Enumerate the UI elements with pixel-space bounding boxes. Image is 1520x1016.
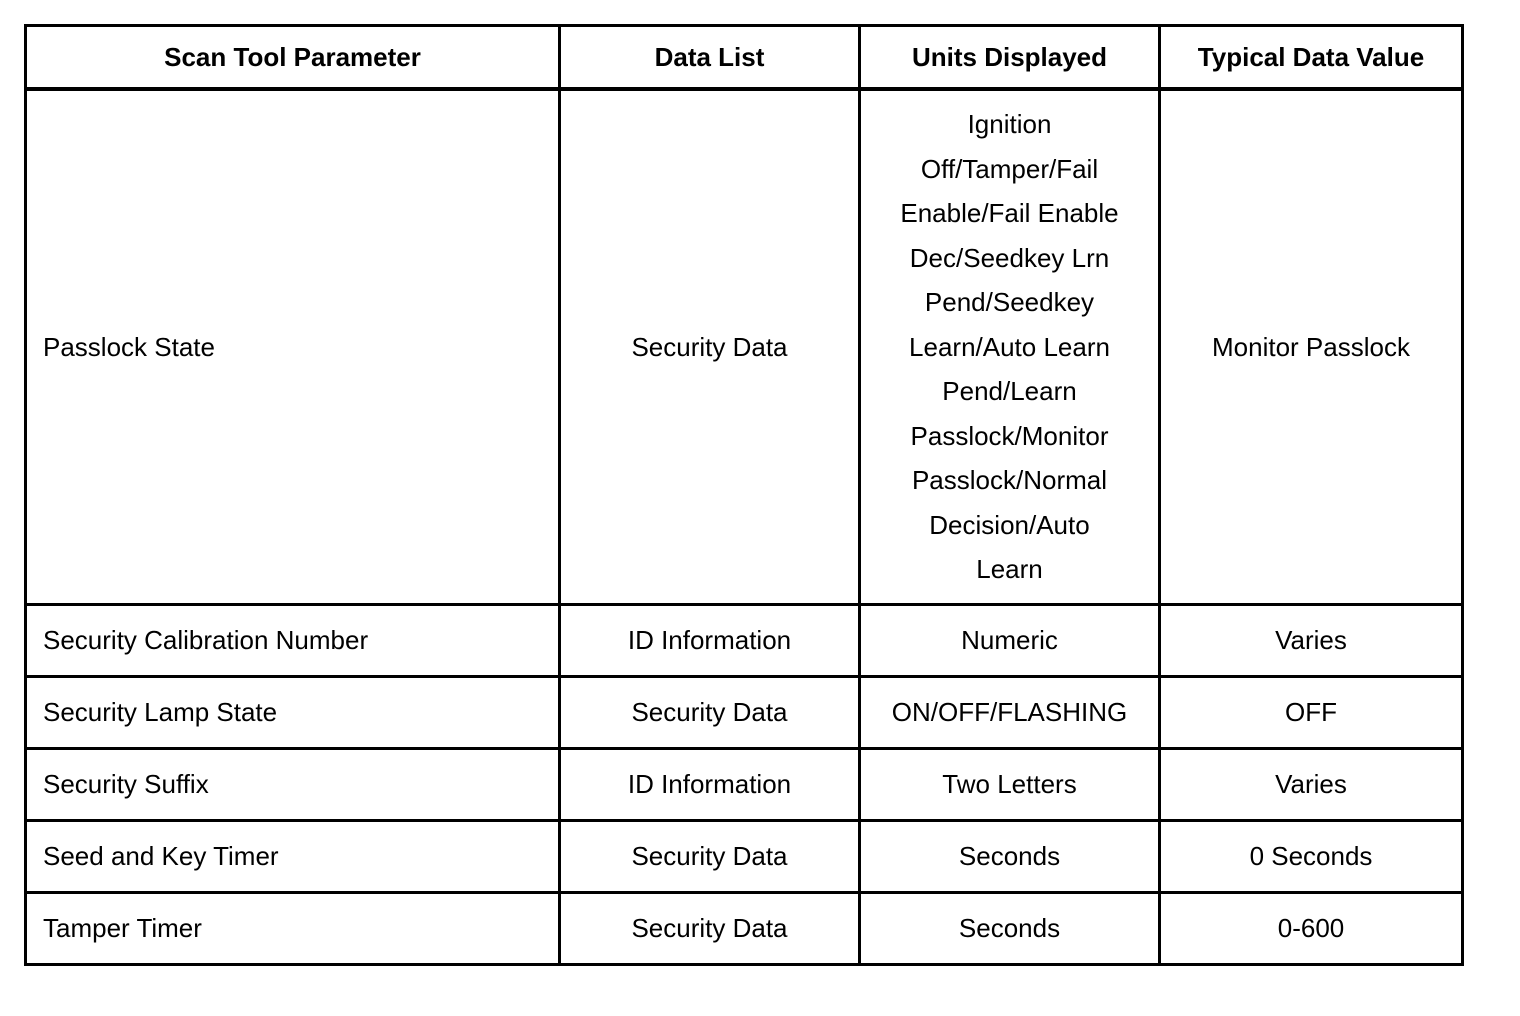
table-row	[26, 677, 1463, 749]
units-line: Off/Tamper/Fail	[920, 153, 1099, 184]
typical-value-cell: 0-600	[1160, 893, 1463, 965]
parameter-cell: Passlock State	[26, 89, 560, 605]
units-line: Learn/Auto Learn	[909, 331, 1110, 362]
data-list-cell: ID Information	[560, 749, 860, 821]
header-units-displayed: Units Displayed	[860, 26, 1160, 90]
parameter-cell: Security Calibration Number	[26, 605, 560, 677]
data-list-cell: Security Data	[560, 893, 860, 965]
units-cell: Seconds	[860, 821, 1160, 893]
typical-value-cell: Varies	[1160, 749, 1463, 821]
typical-value-cell: Varies	[1160, 605, 1463, 677]
units-cell: Seconds	[860, 893, 1160, 965]
data-list-cell: Security Data	[560, 821, 860, 893]
units-cell	[860, 89, 1160, 605]
data-list-cell: Security Data	[560, 677, 860, 749]
units-line: Decision/Auto	[929, 509, 1090, 540]
table-row	[26, 749, 1463, 821]
units-cell: Two Letters	[860, 749, 1160, 821]
data-list-cell: ID Information	[560, 605, 860, 677]
parameter-cell: Tamper Timer	[26, 893, 560, 965]
units-line: Passlock/Normal	[911, 465, 1108, 496]
header-scan-tool-parameter: Scan Tool Parameter	[26, 26, 560, 90]
units-line: Pend/Learn	[942, 376, 1077, 407]
header-data-list: Data List	[560, 26, 860, 90]
parameter-cell: Seed and Key Timer	[26, 821, 560, 893]
typical-value-cell: 0 Seconds	[1160, 821, 1463, 893]
units-cell: Numeric	[860, 605, 1160, 677]
scan-tool-data-table	[24, 24, 1464, 966]
parameter-cell: Security Suffix	[26, 749, 560, 821]
units-line: Passlock/Monitor	[910, 420, 1109, 451]
table-row	[26, 893, 1463, 965]
units-line: Learn	[976, 554, 1043, 585]
typical-value-cell: OFF	[1160, 677, 1463, 749]
header-row	[26, 26, 1463, 90]
parameter-cell: Security Lamp State	[26, 677, 560, 749]
units-lines	[869, 102, 1150, 592]
table-row	[26, 605, 1463, 677]
data-list-cell: Security Data	[560, 89, 860, 605]
table-row	[26, 89, 1463, 605]
units-line: Pend/Seedkey	[924, 287, 1095, 318]
units-line: Ignition	[967, 109, 1052, 140]
units-line: Dec/Seedkey Lrn	[909, 242, 1110, 273]
header-typical-data-value: Typical Data Value	[1160, 26, 1463, 90]
units-cell: ON/OFF/FLASHING	[860, 677, 1160, 749]
typical-value-cell: Monitor Passlock	[1160, 89, 1463, 605]
table-row	[26, 821, 1463, 893]
units-line: Enable/Fail Enable	[900, 198, 1119, 229]
